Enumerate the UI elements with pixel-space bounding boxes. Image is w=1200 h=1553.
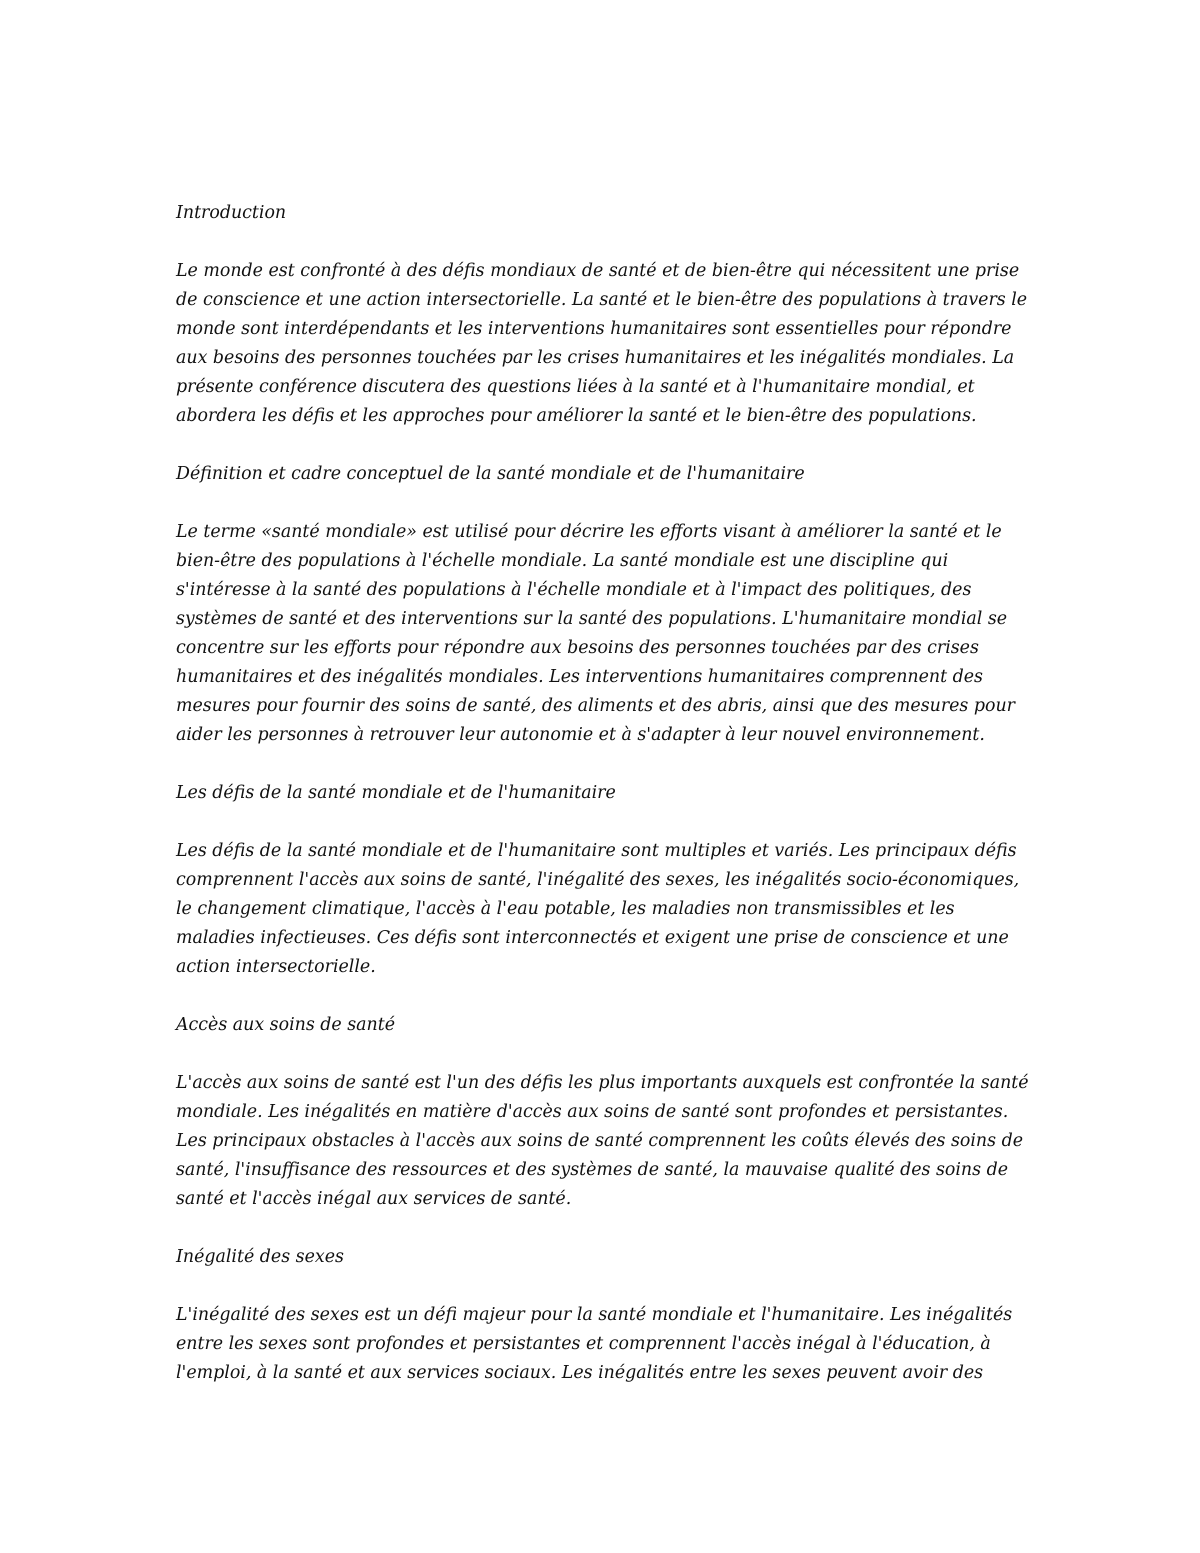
text-line: aux besoins des personnes touchées par les crises humanitaires et les inégalités mondiales. La xyxy=(176,348,1015,368)
section-heading-gender-inequality xyxy=(176,1243,1036,1272)
text-line: action intersectorielle. xyxy=(176,957,376,977)
text-line: santé, l'insuffisance des ressources et des systèmes de santé, la mauvaise qualité des soins de xyxy=(176,1160,1009,1180)
text-line: abordera les défis et les approches pour améliorer la santé et le bien-être des populations. xyxy=(176,406,977,426)
section-heading-definition xyxy=(176,460,1036,489)
text-line: mesures pour fournir des soins de santé, des aliments et des abris, ainsi que des mesures pour xyxy=(176,696,1015,716)
paragraph-healthcare-access xyxy=(176,1069,1036,1214)
text-line: aider les personnes à retrouver leur autonomie et à s'adapter à leur nouvel environnement. xyxy=(176,725,985,745)
text-line: comprennent l'accès aux soins de santé, l'inégalité des sexes, les inégalités socio-économiques, xyxy=(176,870,1020,890)
paragraph-introduction xyxy=(176,257,1036,431)
text-line: santé et l'accès inégal aux services de santé. xyxy=(176,1189,572,1209)
text-line: mondiale. Les inégalités en matière d'accès aux soins de santé sont profondes et persistantes. xyxy=(176,1102,1009,1122)
text-line: Définition et cadre conceptuel de la santé mondiale et de l'humanitaire xyxy=(176,464,805,484)
text-line: Les défis de la santé mondiale et de l'humanitaire sont multiples et variés. Les principaux défis xyxy=(176,841,1017,861)
text-line: Inégalité des sexes xyxy=(176,1247,344,1267)
paragraph-definition xyxy=(176,518,1036,750)
text-line: de conscience et une action intersectorielle. La santé et le bien-être des populations à travers le xyxy=(176,290,1028,310)
text-line: s'intéresse à la santé des populations à l'échelle mondiale et à l'impact des politiques, des xyxy=(176,580,972,600)
text-line: Introduction xyxy=(176,203,287,223)
text-line: entre les sexes sont profondes et persistantes et comprennent l'accès inégal à l'éducation, à xyxy=(176,1334,991,1354)
section-heading-introduction xyxy=(176,199,1036,228)
text-line: bien-être des populations à l'échelle mondiale. La santé mondiale est une discipline qui xyxy=(176,551,949,571)
text-line: Le terme «santé mondiale» est utilisé pour décrire les efforts visant à améliorer la santé et le xyxy=(176,522,1002,542)
document-page xyxy=(176,199,1036,1417)
text-line: présente conférence discutera des questions liées à la santé et à l'humanitaire mondial, et xyxy=(176,377,975,397)
paragraph-challenges xyxy=(176,837,1036,982)
text-line: concentre sur les efforts pour répondre aux besoins des personnes touchées par des crises xyxy=(176,638,979,658)
text-line: L'accès aux soins de santé est l'un des défis les plus importants auxquels est confrontée la santé xyxy=(176,1073,1029,1093)
text-line: Le monde est confronté à des défis mondiaux de santé et de bien-être qui nécessitent une prise xyxy=(176,261,1020,281)
text-line: monde sont interdépendants et les interventions humanitaires sont essentielles pour répondre xyxy=(176,319,1012,339)
section-heading-healthcare-access xyxy=(176,1011,1036,1040)
text-line: Accès aux soins de santé xyxy=(176,1015,396,1035)
text-line: l'emploi, à la santé et aux services sociaux. Les inégalités entre les sexes peuvent avoir des xyxy=(176,1363,984,1383)
text-line: Les défis de la santé mondiale et de l'humanitaire xyxy=(176,783,616,803)
text-line: le changement climatique, l'accès à l'eau potable, les maladies non transmissibles et les xyxy=(176,899,955,919)
paragraph-gender-inequality xyxy=(176,1301,1036,1388)
section-heading-challenges xyxy=(176,779,1036,808)
text-line: humanitaires et des inégalités mondiales. Les interventions humanitaires comprennent des xyxy=(176,667,983,687)
text-line: L'inégalité des sexes est un défi majeur pour la santé mondiale et l'humanitaire. Les inégalités xyxy=(176,1305,1013,1325)
text-line: Les principaux obstacles à l'accès aux soins de santé comprennent les coûts élevés des soins de xyxy=(176,1131,1023,1151)
text-line: maladies infectieuses. Ces défis sont interconnectés et exigent une prise de conscience et une xyxy=(176,928,1009,948)
text-line: systèmes de santé et des interventions sur la santé des populations. L'humanitaire mondial se xyxy=(176,609,1008,629)
